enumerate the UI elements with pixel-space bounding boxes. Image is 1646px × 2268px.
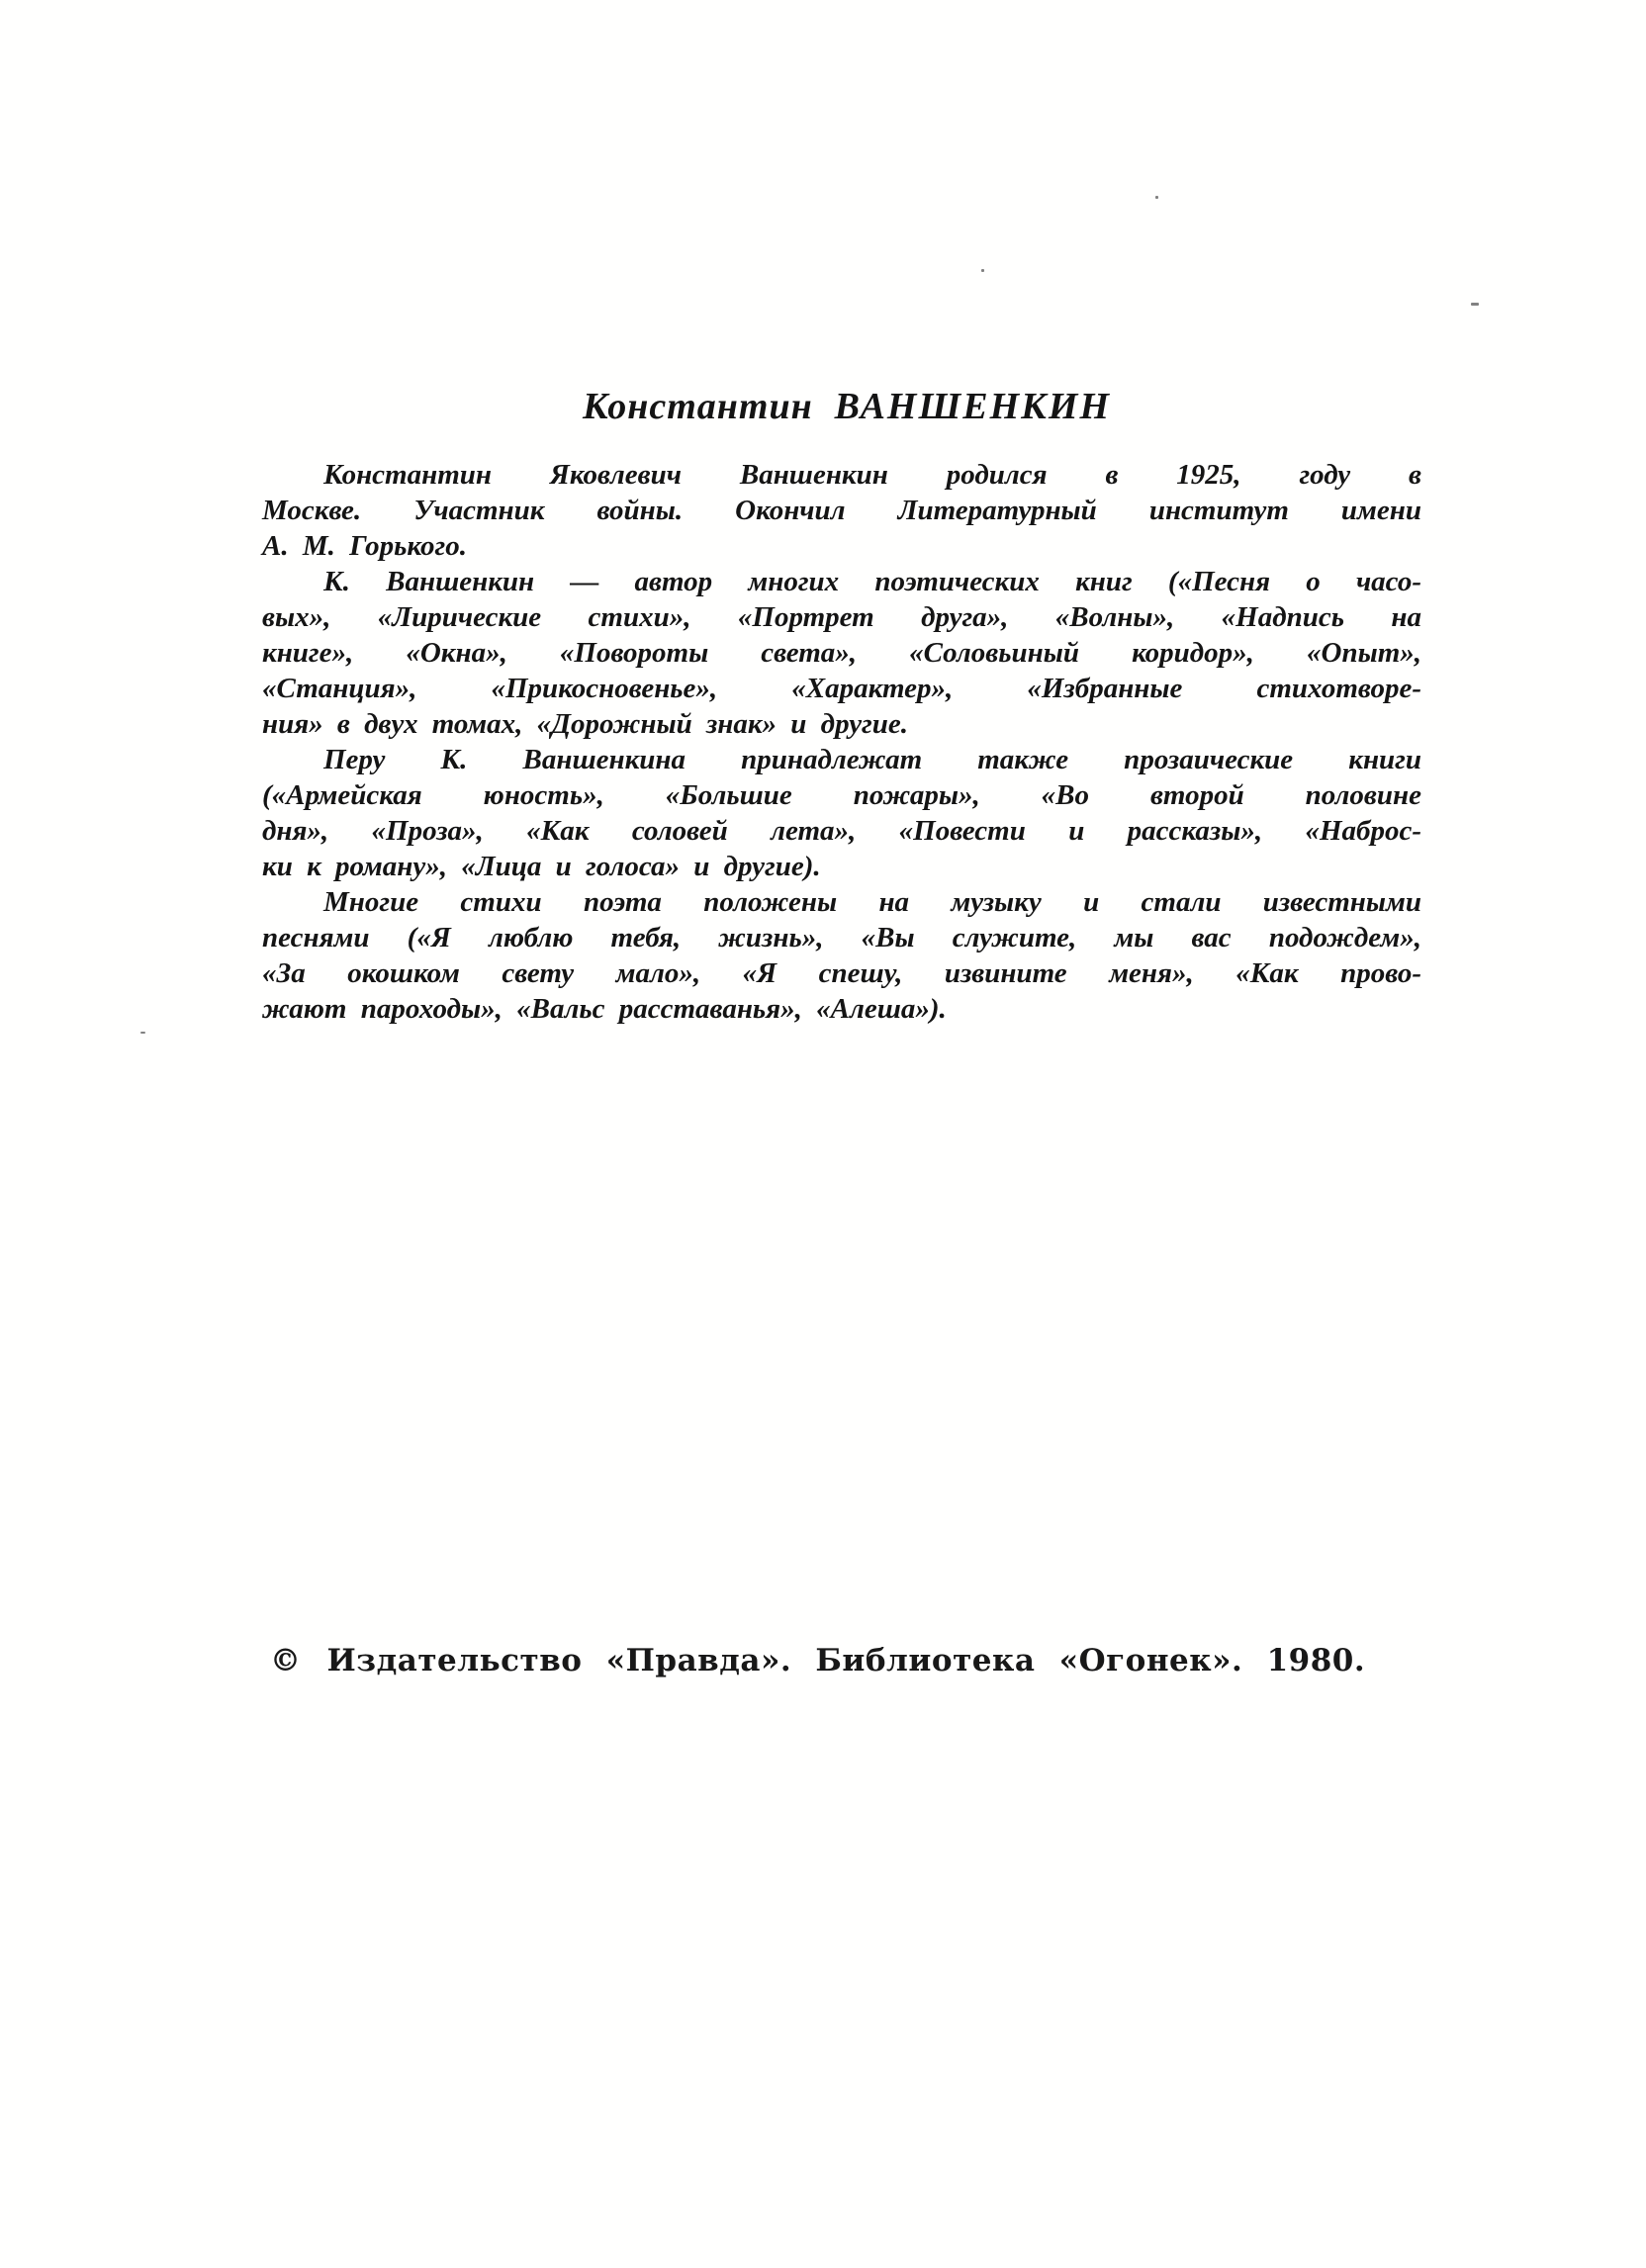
scan-speck bbox=[1155, 196, 1158, 199]
copyright-symbol: © bbox=[270, 1643, 302, 1678]
text-line: «Станция», «Прикосновенье», «Характер», «Избранные стихотворе- bbox=[262, 673, 1421, 704]
scan-speck bbox=[140, 1032, 145, 1034]
text-line: Москве. Участник войны. Окончил Литературный институт имени bbox=[262, 495, 1421, 526]
text-line: жают пароходы», «Вальс расставанья», «Алеша»). bbox=[262, 993, 947, 1025]
text-line: ки к роману», «Лица и голоса» и другие). bbox=[262, 851, 821, 882]
text-line: книге», «Окна», «Повороты света», «Соловьиный коридор», «Опыт», bbox=[262, 637, 1421, 669]
text-line: К. Ваншенкин — автор многих поэтических книг («Песня о часо- bbox=[323, 566, 1421, 597]
scan-speck bbox=[981, 269, 984, 272]
text-line: («Армейская юность», «Большие пожары», «Во второй половине bbox=[262, 779, 1421, 811]
text-line: «За окошком свету мало», «Я спешу, извините меня», «Как прово- bbox=[262, 957, 1421, 989]
text-line: дня», «Проза», «Как соловей лета», «Повести и рассказы», «Наброс- bbox=[262, 815, 1421, 847]
page-title bbox=[262, 384, 1431, 429]
paragraph bbox=[262, 884, 1421, 1027]
text-line: песнями («Я люблю тебя, жизнь», «Вы служите, мы вас подождем», bbox=[262, 922, 1421, 953]
scan-speck bbox=[1471, 303, 1479, 306]
title-first-name: Константин bbox=[582, 386, 813, 427]
text-line: ния» в двух томах, «Дорожный знак» и другие. bbox=[262, 708, 909, 740]
text-line: Перу К. Ваншенкина принадлежат также прозаические книги bbox=[323, 744, 1421, 775]
text-line: Многие стихи поэта положены на музыку и стали известными bbox=[323, 886, 1421, 918]
paragraph bbox=[262, 564, 1421, 742]
copyright-text: Издательство «Правда». Библиотека «Огонек». 1980. bbox=[326, 1643, 1366, 1678]
text-line: Константин Яковлевич Ваншенкин родился в 1925, году в bbox=[323, 459, 1421, 491]
biography-text bbox=[262, 457, 1421, 1027]
copyright-line bbox=[270, 1642, 1365, 1679]
paragraph bbox=[262, 742, 1421, 884]
title-surname: ВАНШЕНКИН bbox=[834, 386, 1112, 427]
text-line: А. М. Горького. bbox=[262, 530, 467, 562]
text-line: вых», «Лирические стихи», «Портрет друга», «Волны», «Надпись на bbox=[262, 601, 1421, 633]
paragraph bbox=[262, 457, 1421, 564]
